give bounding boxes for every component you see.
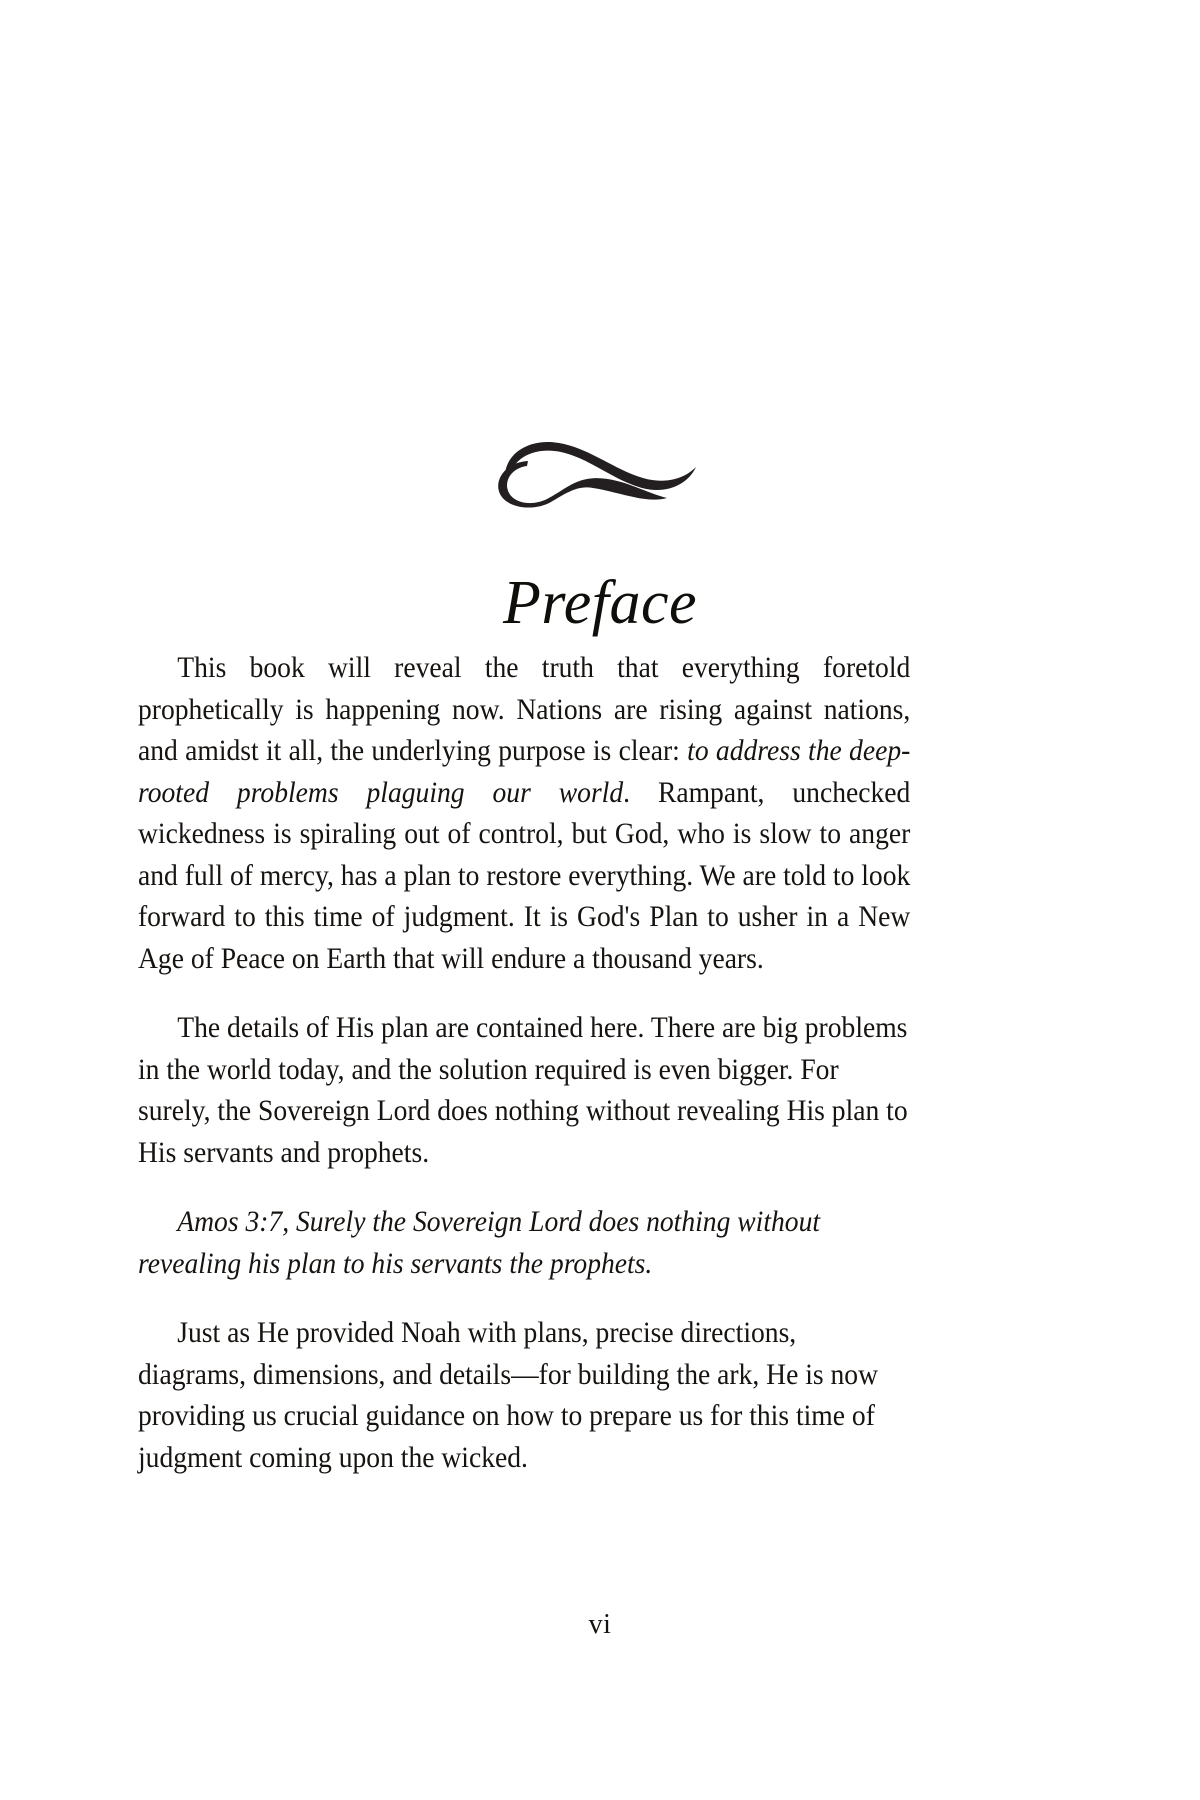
paragraph-1-run-roman-a: This book will reveal the truth that everything foretold prophetically is happening now. Nations are rising against nations, and amidst it all, the underlying purpose is clear: xyxy=(138,652,911,767)
paragraph-1-run-roman-b: . Rampant, unchecked wickedness is spiraling out of control, but God, who is slow to anger and full of mercy, has a plan to restore everything. We are told to look forward to this time of judgment. It is God's Plan to usher in a New Age of Peace on Earth that will endure a thousand years. xyxy=(138,776,911,975)
paragraph-4 xyxy=(138,1313,910,1479)
scripture-quote xyxy=(138,1202,910,1285)
scripture-quote-text: Amos 3:7, Surely the Sovereign Lord does nothing without revealing his plan to his servants the prophets. xyxy=(138,1206,821,1280)
paragraph-2-text: The details of His plan are contained here. There are big problems in the world today, and the solution required is even bigger. For surely, the Sovereign Lord does nothing without revealing His plan to His servants and prophets. xyxy=(138,1012,908,1169)
paragraph-1-run-italic: to address the deep-rooted problems plaguing our world xyxy=(138,735,911,809)
section-ornament xyxy=(0,418,1200,510)
page-number: vi xyxy=(588,1609,612,1640)
paragraph-4-text: Just as He provided Noah with plans, precise directions, diagrams, dimensions, and details—for building the ark, He is now providing us crucial guidance on how to prepare us for this time of judgment coming upon the wicked. xyxy=(138,1317,879,1474)
page-title: Preface xyxy=(503,568,697,637)
body-text-block xyxy=(138,648,910,1507)
paragraph-1 xyxy=(138,648,910,980)
paragraph-2 xyxy=(138,1008,910,1174)
